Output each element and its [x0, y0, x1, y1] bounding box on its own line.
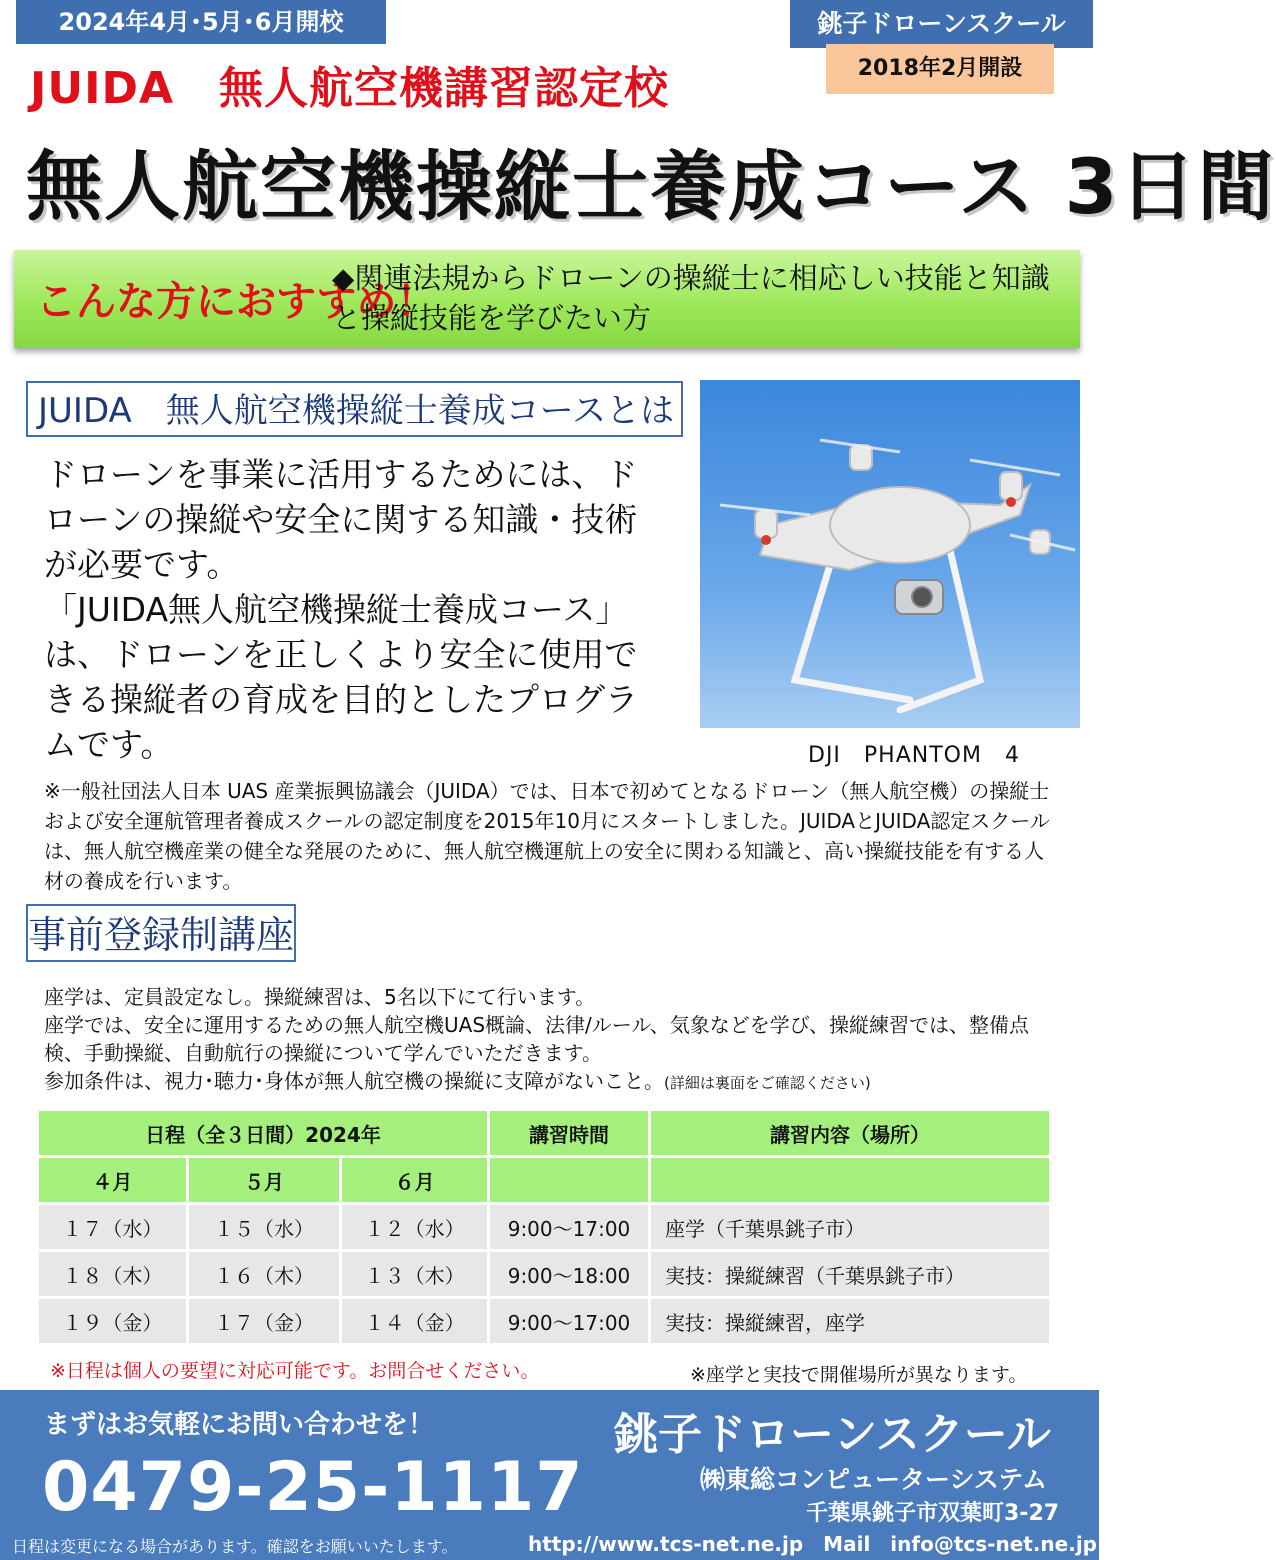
course-main-title: 無人航空機操縦士養成コース 3日間: [26, 142, 1276, 231]
juida-certified-title: JUIDA 無人航空機講習認定校: [30, 63, 670, 114]
date-cell: １７（金）: [189, 1299, 340, 1343]
content-cell: 実技：操縦練習（千葉県銚子市）: [651, 1252, 1049, 1296]
phone-number[interactable]: 0479-25-1117: [42, 1448, 584, 1527]
schedule-header-dates: 日程（全３日間）2024年: [39, 1111, 487, 1155]
drone-photo: [700, 380, 1080, 728]
about-paragraph: 「JUIDA無人航空機操縦士養成コース」は、ドローンを正しくより安全に使用できる操縦者の育成を目的としたプログラムです。: [44, 590, 638, 764]
about-course-heading: JUIDA 無人航空機操縦士養成コースとは: [26, 381, 683, 437]
registration-line: 座学は、定員設定なし。操縦練習は、5名以下にて行います。: [44, 985, 596, 1009]
footer-school-name: 銚子ドローンスクール: [614, 1409, 1051, 1460]
company-address: 千葉県銚子市双葉町3-27: [806, 1501, 1060, 1526]
date-cell: １４（金）: [342, 1299, 487, 1343]
contact-lead: まずはお気軽にお問い合わせを！: [44, 1410, 435, 1440]
recommend-label: こんな方におすすめ！: [36, 279, 437, 325]
date-cell: １６（木）: [189, 1252, 340, 1296]
registration-line: [44, 1067, 1064, 1097]
date-cell: １９（金）: [39, 1299, 186, 1343]
about-paragraph: ドローンを事業に活用するためには、ドローンの操縦や安全に関する知識・技術が必要です。: [44, 455, 638, 584]
table-row: [39, 1299, 1049, 1343]
time-cell: 9:00～18:00: [490, 1252, 648, 1296]
time-cell: 9:00～17:00: [490, 1299, 648, 1343]
registration-detail-note: (詳細は裏面をご確認ください): [664, 1074, 871, 1092]
date-cell: １５（水）: [189, 1205, 340, 1249]
schedule-month-row: [39, 1158, 1049, 1202]
about-course-body: [44, 452, 664, 767]
recommend-banner: [14, 250, 1080, 348]
content-cell: 実技：操縦練習，座学: [651, 1299, 1049, 1343]
schedule-table: [36, 1108, 1052, 1346]
photo-caption: DJI PHANTOM 4: [808, 743, 1020, 768]
registration-line: 座学では、安全に運用するための無人航空機UAS概論、法律/ルール、気象などを学び、操縦練習では、整備点検、手動操縦、自動航行の操縦について学んでいただきます。: [44, 1013, 1029, 1065]
month-cell: ６月: [342, 1158, 487, 1202]
month-cell: ５月: [189, 1158, 340, 1202]
contact-footer: [0, 1390, 1099, 1560]
venue-note: ※座学と実技で開催場所が異なります。: [690, 1364, 1028, 1386]
registration-body: [44, 983, 1064, 1097]
recommend-text: ◆関連法規からドローンの操縦士に相応しい技能と知識と操縦技能を学びたい方: [332, 261, 1050, 335]
web-and-mail-link[interactable]: http://www.tcs-net.ne.jp Mail info@tcs-net.ne.jp: [528, 1532, 1097, 1556]
table-row: [39, 1205, 1049, 1249]
established-badge: 2018年2月開設: [826, 44, 1054, 94]
date-cell: １７（水）: [39, 1205, 186, 1249]
time-cell: 9:00～17:00: [490, 1205, 648, 1249]
juida-note: ※一般社団法人日本 UAS 産業振興協議会（JUIDA）では、日本で初めてとなるドローン（無人航空機）の操縦士および安全運航管理者養成スクールの認定制度を2015年10月にスタートしました。JUIDAとJUIDA認定スクールは、無人航空機産業の健全な発展のために、無人航空機運航上の安全に関わる知識と、高い操縦技能を有する人材の養成を行います。: [44, 779, 1050, 893]
school-name-badge: 銚子ドローンスクール: [790, 0, 1093, 48]
content-cell: 座学（千葉県銚子市）: [651, 1205, 1049, 1249]
schedule-flex-note: ※日程は個人の要望に対応可能です。お問合せください。: [50, 1360, 540, 1382]
month-blank-cell: [651, 1158, 1049, 1202]
schedule-header-row: [39, 1111, 1049, 1155]
month-cell: ４月: [39, 1158, 186, 1202]
company-name: ㈱東総コンピューターシステム: [700, 1465, 1048, 1494]
open-months-badge: 2024年4月･5月･6月開校: [16, 0, 386, 44]
table-row: [39, 1252, 1049, 1296]
date-cell: １８（木）: [39, 1252, 186, 1296]
schedule-change-note: 日程は変更になる場合があります。確認をお願いいたします。: [12, 1537, 458, 1556]
schedule-header-content: 講習内容（場所）: [651, 1111, 1049, 1155]
registration-heading: 事前登録制講座: [26, 904, 296, 962]
month-blank-cell: [490, 1158, 648, 1202]
registration-line-text: 参加条件は、視力･聴力･身体が無人航空機の操縦に支障がないこと。: [44, 1069, 664, 1093]
date-cell: １３（木）: [342, 1252, 487, 1296]
schedule-header-time: 講習時間: [490, 1111, 648, 1155]
date-cell: １２（水）: [342, 1205, 487, 1249]
